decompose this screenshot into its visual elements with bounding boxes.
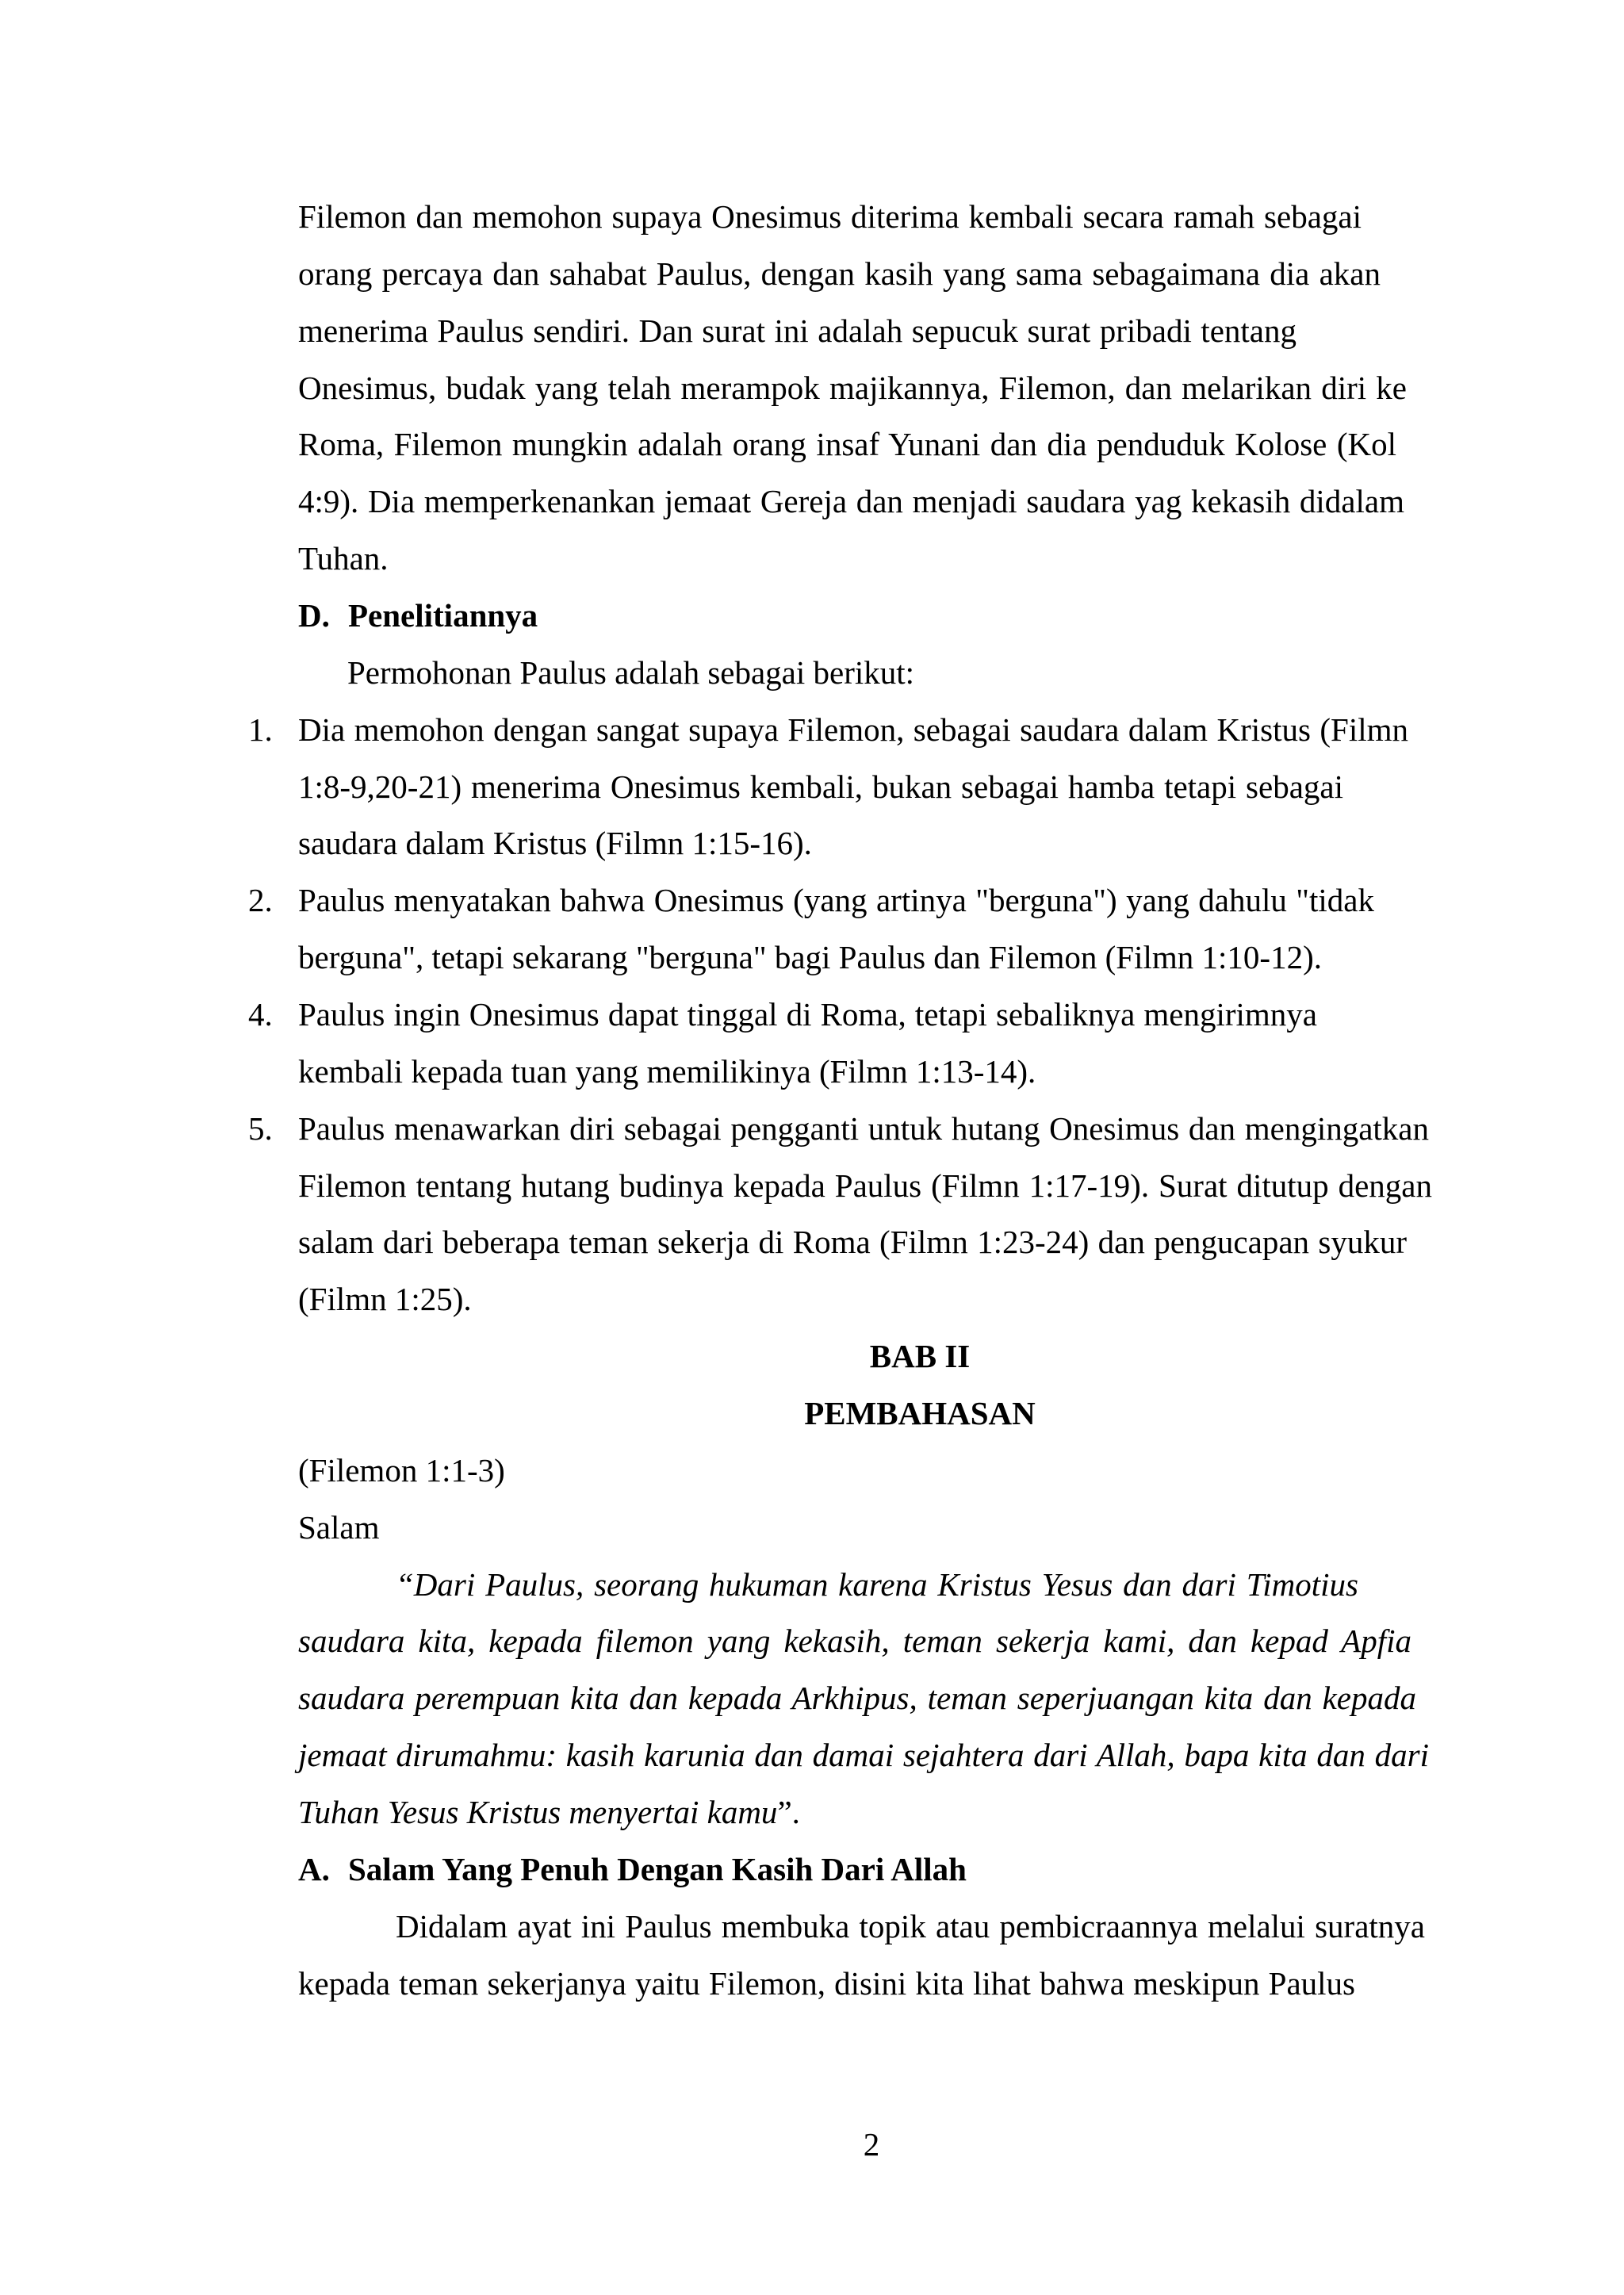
page-number: 2	[863, 2126, 880, 2163]
body-line: Didalam ayat ini Paulus membuka topik atau pembicraannya melalui suratnya	[396, 1907, 1425, 1944]
body-line: kepada teman sekerjanya yaitu Filemon, disini kita lihat bahwa meskipun Paulus	[298, 1964, 1355, 2002]
intro-line: Tuhan.	[298, 540, 389, 577]
list-item-line: 1:8-9,20-21) menerima Onesimus kembali, bukan sebagai hamba tetapi sebagai	[298, 768, 1343, 805]
quote-last-line	[298, 1784, 1624, 1841]
chapter-title: PEMBAHASAN	[804, 1395, 1036, 1432]
list-number: 1.	[248, 711, 273, 748]
scripture-reference: (Filemon 1:1-3)	[298, 1451, 505, 1488]
quote-line: jemaat dirumahmu: kasih karunia dan damai sejahtera dari Allah, bapa kita dan dari	[298, 1737, 1429, 1774]
section-title: Penelitiannya	[348, 597, 538, 634]
list-item-1	[248, 702, 1408, 759]
page-content	[0, 189, 1624, 2013]
list-number: 2.	[248, 882, 273, 919]
list-item-line: kembali kepada tuan yang memilikinya (Filmn 1:13-14).	[298, 1052, 1036, 1090]
list-item-4	[248, 987, 1317, 1044]
quote-line: “Dari Paulus, seorang hukuman karena Kristus Yesus dan dari Timotius	[396, 1565, 1358, 1603]
list-item-line: (Filmn 1:25).	[298, 1281, 472, 1318]
intro-line: orang percaya dan sahabat Paulus, dengan kasih yang sama sebagaimana dia akan	[298, 255, 1381, 292]
section-heading-d	[298, 588, 1624, 645]
list-item-line: salam dari beberapa teman sekerja di Roma (Filmn 1:23-24) dan pengucapan syukur	[298, 1224, 1407, 1261]
intro-line: Filemon dan memohon supaya Onesimus diterima kembali secara ramah sebagai	[298, 198, 1362, 235]
subtitle: Salam	[298, 1508, 380, 1546]
intro-line: Onesimus, budak yang telah merampok majikannya, Filemon, dan melarikan diri ke	[298, 369, 1407, 406]
quote-closing: ”.	[777, 1794, 800, 1831]
list-item-text: Paulus menawarkan diri sebagai pengganti untuk hutang Onesimus dan mengingatkan	[298, 1109, 1429, 1147]
quote-line: saudara kita, kepada filemon yang kekasih, teman sekerja kami, dan kepad Apfia	[298, 1623, 1411, 1660]
intro-line: Roma, Filemon mungkin adalah orang insaf Yunani dan dia penduduk Kolose (Kol	[298, 426, 1396, 463]
list-item-text: Dia memohon dengan sangat supaya Filemon, sebagai saudara dalam Kristus (Filmn	[298, 711, 1408, 748]
section-label: A.	[298, 1850, 330, 1887]
list-item-text: Paulus ingin Onesimus dapat tinggal di Roma, tetapi sebaliknya mengirimnya	[298, 996, 1317, 1033]
section-title: Salam Yang Penuh Dengan Kasih Dari Allah	[348, 1850, 967, 1887]
section-label: D.	[298, 597, 330, 634]
list-item-line: saudara dalam Kristus (Filmn 1:15-16).	[298, 825, 812, 862]
list-item-line: Filemon tentang hutang budinya kepada Paulus (Filmn 1:17-19). Surat ditutup dengan	[298, 1167, 1432, 1204]
quote-text: Tuhan Yesus Kristus menyertai kamu	[298, 1794, 778, 1831]
intro-line: menerima Paulus sendiri. Dan surat ini adalah sepucuk surat pribadi tentang	[298, 312, 1297, 349]
list-number: 4.	[248, 996, 273, 1033]
intro-line: 4:9). Dia memperkenankan jemaat Gereja dan menjadi saudara yag kekasih didalam	[298, 483, 1404, 520]
list-item-2	[248, 872, 1374, 929]
list-item-text: Paulus menyatakan bahwa Onesimus (yang artinya "berguna") yang dahulu "tidak	[298, 882, 1374, 919]
list-item-line: berguna", tetapi sekarang "berguna" bagi Paulus dan Filemon (Filmn 1:10-12).	[298, 939, 1322, 976]
list-item-5	[248, 1101, 1429, 1158]
section-heading-a	[298, 1841, 1624, 1898]
chapter-label: BAB II	[869, 1338, 971, 1375]
quote-line: saudara perempuan kita dan kepada Arkhipus, teman seperjuangan kita dan kepada	[298, 1680, 1416, 1717]
list-number: 5.	[248, 1109, 273, 1147]
lead-sentence: Permohonan Paulus adalah sebagai berikut:	[347, 653, 915, 691]
